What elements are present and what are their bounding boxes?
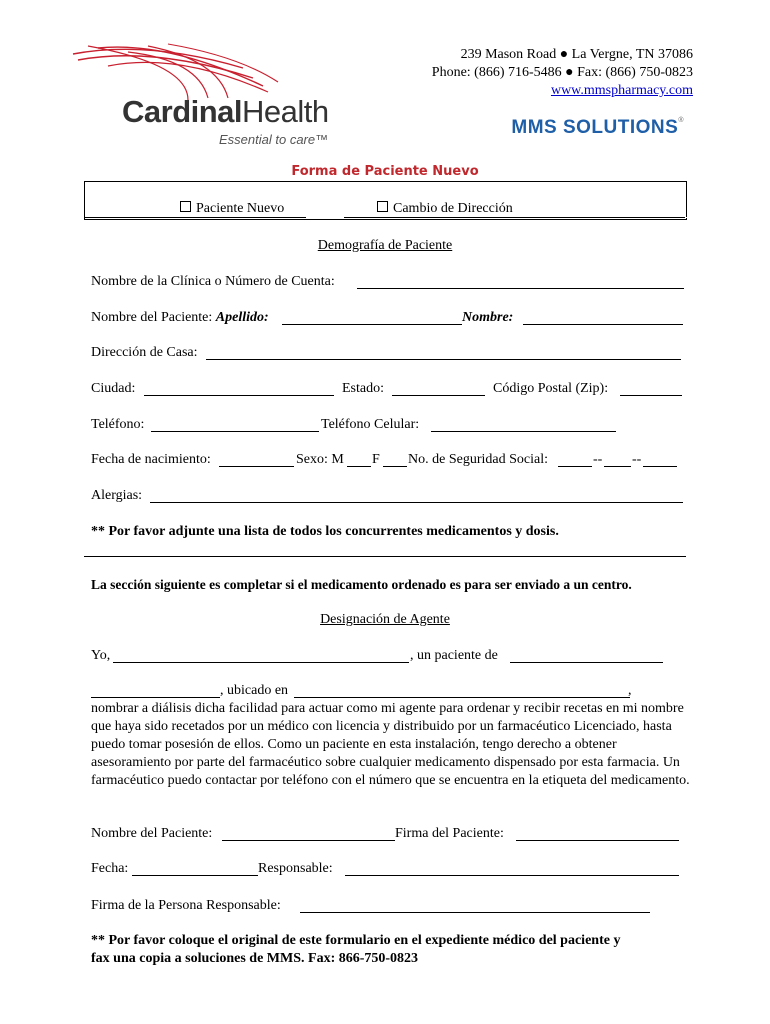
yo-label: Yo,	[91, 648, 111, 663]
responsible-signature-label: Firma de la Persona Responsable:	[91, 898, 281, 913]
website-link[interactable]: www.mmspharmacy.com	[550, 83, 693, 98]
phone-fax-line: Phone: (866) 716-5486 ● Fax: (866) 750-0823	[431, 65, 693, 80]
ssn-part1-field[interactable]	[558, 466, 592, 467]
facility-location-field[interactable]	[294, 697, 630, 698]
patient-signature-label: Firma del Paciente:	[395, 826, 504, 841]
agent-heading: Designación de Agente	[320, 612, 450, 627]
patient-name-label: Nombre del Paciente: Apellido:	[91, 310, 269, 325]
final-note-line-1: ** Por favor coloque el original de este formulario en el expediente médico del paciente y	[91, 933, 621, 948]
agent-section-intro: La sección siguiente es completar si el medicamento ordenado es para ser enviado a un centro.	[91, 577, 632, 592]
cardinal-swoosh-icon	[68, 42, 328, 102]
logo-tagline: Essential to care™	[219, 132, 329, 147]
agent-paragraph: nombrar a diálisis dicha facilidad para actuar como mi agente para ordenar y recibir recetas en mi nombre que haya sido recetados por un médico con licencia y distribuido por un farmacéutico Licenciado, hasta puedo tomar posesión de ellos. Como un paciente en esta instalación, tengo derecho a obtener asesoramiento por parte del farmacéutico sobre cualquier medicamento dispensado por esta farmacia. Un farmacéutico puedo contactar por teléfono con el número que se encuentra en la etiqueta del medicamento.	[91, 701, 690, 788]
mms-solutions-logo: MMS SOLUTIONS®	[511, 117, 684, 138]
patient-of-field[interactable]	[510, 662, 663, 663]
zip-field[interactable]	[620, 395, 682, 396]
phone-label: Teléfono:	[91, 417, 145, 432]
zip-label: Código Postal (Zip):	[493, 381, 609, 396]
clinic-field[interactable]	[357, 288, 684, 289]
city-field[interactable]	[144, 395, 334, 396]
sex-m-field[interactable]	[347, 466, 371, 467]
dob-field[interactable]	[219, 466, 294, 467]
logo-wordmark: CardinalHealth	[122, 94, 329, 129]
located-comma: ,	[628, 683, 632, 698]
home-address-label: Dirección de Casa:	[91, 345, 198, 360]
responsible-field[interactable]	[345, 875, 679, 876]
responsible-label: Responsable:	[258, 861, 333, 876]
agent-patient-name-label: Nombre del Paciente:	[91, 826, 213, 841]
allergies-field[interactable]	[150, 502, 683, 503]
address-line: 239 Mason Road ● La Vergne, TN 37086	[460, 47, 693, 62]
date-label: Fecha:	[91, 861, 129, 876]
checkbox-icon[interactable]	[180, 201, 191, 212]
final-note-line-2: fax una copia a soluciones de MMS. Fax: 866-750-0823	[91, 951, 419, 966]
cell-label: Teléfono Celular:	[321, 417, 420, 432]
patient-of-label: , un paciente de	[410, 648, 498, 663]
new-patient-option[interactable]: Paciente Nuevo	[180, 201, 284, 217]
sex-f-label: F	[372, 452, 380, 467]
last-name-field[interactable]	[282, 324, 462, 325]
sex-label: Sexo: M	[296, 452, 344, 467]
state-field[interactable]	[392, 395, 485, 396]
city-label: Ciudad:	[91, 381, 136, 396]
cell-field[interactable]	[431, 431, 616, 432]
date-field[interactable]	[132, 875, 258, 876]
ssn-dash-1: --	[593, 452, 603, 467]
address-change-option[interactable]: Cambio de Dirección	[377, 201, 513, 217]
patient-signature-field[interactable]	[516, 840, 679, 841]
contact-block	[432, 46, 693, 100]
sex-f-field[interactable]	[383, 466, 407, 467]
allergies-label: Alergias:	[91, 488, 143, 503]
home-address-field[interactable]	[206, 359, 681, 360]
dob-label: Fecha de nacimiento:	[91, 452, 211, 467]
medications-note: ** Por favor adjunte una lista de todos los concurrentes medicamentos y dosis.	[91, 524, 559, 539]
ssn-label: No. de Seguridad Social:	[408, 452, 548, 467]
agent-patient-name-field[interactable]	[222, 840, 395, 841]
ssn-part3-field[interactable]	[643, 466, 677, 467]
clinic-label: Nombre de la Clínica o Número de Cuenta:	[91, 274, 335, 289]
located-label: , ubicado en	[220, 683, 289, 698]
box-bottom-right	[344, 217, 685, 218]
first-name-label: Nombre:	[462, 310, 514, 325]
checkbox-icon[interactable]	[377, 201, 388, 212]
facility-name-field[interactable]	[91, 697, 220, 698]
box-bottom-left	[84, 217, 306, 218]
section-divider	[84, 556, 686, 557]
state-label: Estado:	[342, 381, 384, 396]
first-name-field[interactable]	[523, 324, 683, 325]
phone-field[interactable]	[151, 431, 319, 432]
responsible-signature-field[interactable]	[300, 912, 650, 913]
ssn-dash-2: --	[632, 452, 642, 467]
demographics-heading: Demografía de Paciente	[317, 238, 453, 253]
ssn-part2-field[interactable]	[604, 466, 631, 467]
form-title: Forma de Paciente Nuevo	[291, 164, 479, 179]
agent-name-field[interactable]	[113, 662, 409, 663]
